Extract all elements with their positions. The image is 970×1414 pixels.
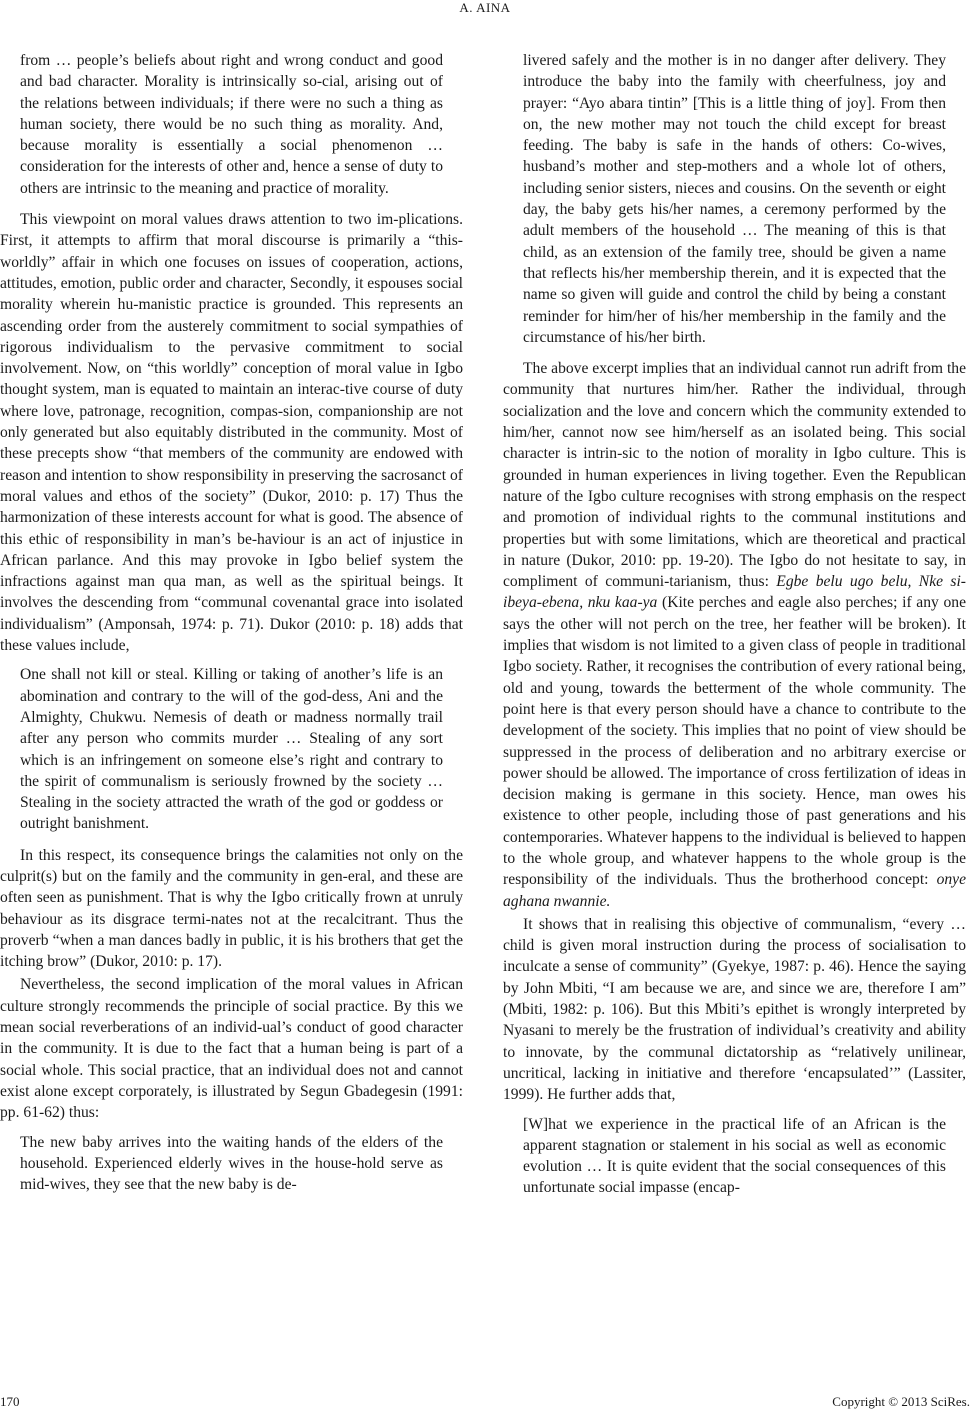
block-quote: from … people’s beliefs about right and wrong conduct and good and bad character. Morality is intrinsically so-cial, arising out of the relations between individuals; if there were no such a thing as human society, there would be no such thing as morality. And, because morality is essentially a social phenomenon … consideration for the interests of other and, hence a sense of duty to others are intrinsic to the meaning and practice of morality. [20,52,443,197]
paragraph: In this respect, its consequence brings the calamities not only on the culprit(s) but on the family and the community in gen-eral, and these are often seen as punishment. That is why the Igbo critically frown at unruly behaviour as its disgrace termi-nates not at the recalcitrant. Thus the proverb “when a man dances badly in public, it is his brothers that get the itching brow” (Dukor, 2010: p. 17). [0,846,463,971]
paragraph [503,358,966,912]
paragraph: This viewpoint on moral values draws attention to two im-plications. First, it attempts to affirm that moral discourse is primarily a “this-worldly” affair in which one focuses on issues of cooperation, actions, attitudes, emotion, public order and character, Secondly, it espouses social morality wherein hu-manistic practice is grounded. This represents an ascending order from the austerely commitment to social sympathies of rigorous individualism to the pervasive commitment to social involvement. Now, on “this worldly” conception of moral value in Igbo thought system, man is equated to maintain an interac-tive course of duty where love, patronage, recognition, compas-sion, companionship are not only generated but also equitably distributed in the community. Most of these precepts show “that members of the community are endowed with reason and intention to show responsibility in preserving the sacrosanct of moral values and ethos of the society” (Dukor, 2010: p. 17) Thus the harmonization of these interests account for what is good. The absence of this ethic of responsibility in man’s be-haviour is an act of injustice in African parlance. And this may provoke in Igbo belief system the infractions against man qua man, as well as the spiritual beings. It involves the descending from “communal covenantal grace into isolated individualism” (Amponsah, 1974: p. 71). Dukor (2010: p. 18) adds that these values include, [0,211,464,655]
copyright-notice: Copyright © 2013 SciRes. [832,1394,970,1409]
brotherhood-term: onye aghana nwannie. [503,871,966,910]
block-quote: The new baby arrives into the waiting hands of the elders of the household. Experienced elderly wives in the house-hold serve as mid-wives, they see that the new baby is de- [20,1133,443,1194]
paragraph: Nevertheless, the second implication of the moral values in African culture strongly recommends the principle of social practice. By this we mean social reverberations of an individ-ual’s conduct of good character in the community. It is due to the fact that a human being is part of a social whole. This social practice, that an individual does not and cannot exist alone except corporately, is illustrated by Segun Gbadegesin (1991: pp. 61-62) thus: [0,976,463,1122]
paragraph: It shows that in realising this objective of communalism, “every … child is given moral instruction during the process of socialisation to inculcate a sense of community” (Gyekye, 1987: p. 46). Hence the saying by John Mbiti, “I am because we are, and since we are, therefore I am” (Mbiti, 1982: p. 106). But this Mbiti’s epithet is wrongly interpreted by Nyasani to merely be the frustration of individual’s creativity and ability to innovate, by the communal dictatorship as “relatively unilinear, uncritical, lacking in initiative and therefore ‘encapsulated’” (Lassiter, 1999). He further adds that, [503,915,966,1104]
right-column [503,50,966,1209]
paragraph-text: (Kite perches and eagle also perches; if any one says the other will not perch on the tree, her feather will be broken). It implies that wisdom is not limited to a given class of people in traditional Igbo society. Rather, it recognises the contribution of every rational being, old and young, towards the betterment of the whole community. The point here is that every person should have a chance to contribute to the development of the society. This implies that no point of view should be suppressed in the process of deliberation and no arbitrary exercise or power should be allowed. The importance of cross fertilization of ideas in decision making is germane in this society. Hence, man owes his existence to other people, including those of past generations and his contemporaries. Whatever happens to the individual is believed to happen to the whole group, and whatever happens to the whole group is the responsibility of the individuals. Thus the brotherhood concept: [503,594,967,889]
paragraph-text: The above excerpt implies that an individual cannot run adrift from the community that nurtures him/her. Rather the individual, through socialization and the love and concern which the community extended to him/her, cannot now see him/herself as an isolated being. This social character is intrin-sic to the notion of morality in Igbo culture. This is grounded in human experiences in living together. Even the Republican nature of the Igbo culture recognises with strong emphasis on the respect and promotion of individual rights to the communal institutions and properties but with some limitations, which are theoretical and practical in nature (Dukor, 2010: pp. 19-20). The Igbo do not hesitate to say, in compliment of communi-tarianism, thus: [503,360,966,591]
block-quote-continued: livered safely and the mother is in no danger after delivery. They introduce the baby into the family with cheerfulness, joy and prayer: “Ayo abara tintin” [This is a little thing of joy]. From then on, the new mother may not touch the child except for breast feeding. The baby is safe in the hands of others: Co-wives, husband’s mother and step-mothers and a whole lot of others, including senior sisters, nieces and cousins. On the seventh or eight day, the baby gets his/her names, a ceremony performed by the adult members of the household … The meaning of this is that child, as an extension of the family tree, should be given a name that reflects his/her membership therein, and it is expected that the name so given will guide and control the child by being a constant reminder for him/her of his/her membership in the family and the circumstance of his/her birth. [523,52,946,346]
block-quote: [W]hat we experience in the practical life of an African is the apparent stagnation or stalement in his social as well as economic evolution … It is quite evident that the social consequences of this unfortunate social impasse (encap- [523,1115,946,1197]
left-column [0,50,463,1205]
running-head: A. AINA [459,0,511,15]
page-number: 170 [0,1394,20,1409]
block-quote: One shall not kill or steal. Killing or taking of another’s life is an abomination and contrary to the will of the god-dess, Ani and the Almighty, Chukwu. Nemesis of death or madness normally trail after any person who commits murder … Stealing of any sort which is an infringement on someone else’s right and contrary to the spirit of communalism is seriously frowned by the society … Stealing in the society attracted the wrath of the god or goddess or outright banishment. [20,666,443,833]
igbo-proverb: Egbe belu ugo belu, Nke si-ibeya-ebena, nku kaa-ya [503,573,966,612]
